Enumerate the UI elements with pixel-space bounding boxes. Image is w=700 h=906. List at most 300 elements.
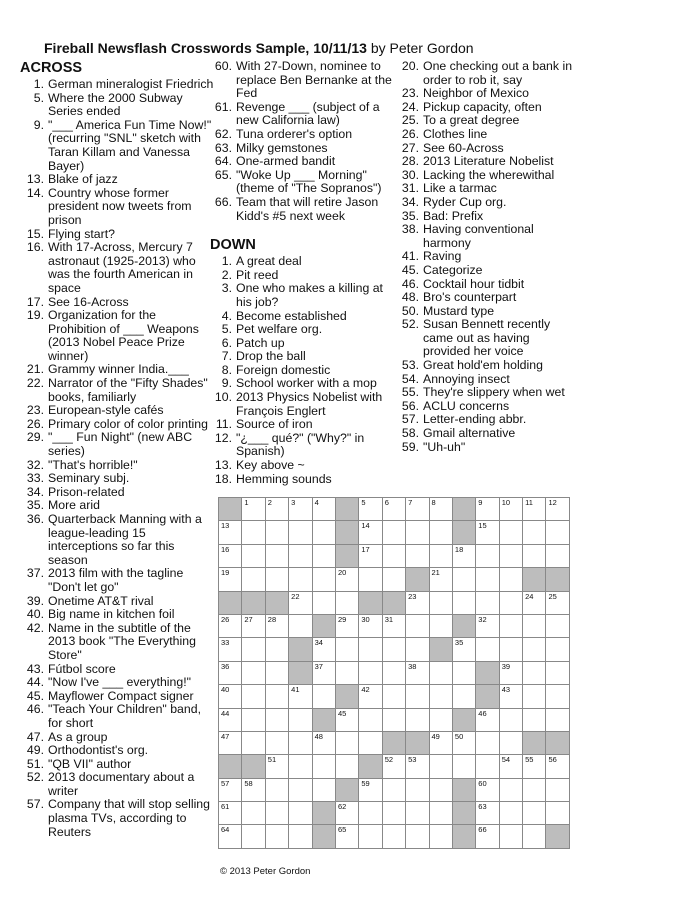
grid-cell[interactable] [546, 685, 569, 708]
clue-text: Pit reed [236, 267, 279, 282]
clue-item [210, 432, 396, 459]
grid-cell[interactable] [382, 778, 405, 801]
cell-number: 48 [314, 731, 323, 741]
grid-cell[interactable] [359, 614, 382, 637]
cell-number: 10 [501, 498, 511, 507]
grid-cell[interactable] [289, 498, 312, 521]
grid-cell[interactable] [359, 825, 382, 848]
grid-cell[interactable] [499, 661, 522, 684]
clue-number: 23. [26, 403, 44, 418]
grid-cell[interactable] [219, 708, 242, 731]
grid-block [312, 614, 335, 637]
grid-cell[interactable] [359, 685, 382, 708]
clue-text: More arid [48, 498, 100, 513]
grid-cell[interactable] [429, 708, 452, 731]
grid-cell[interactable] [335, 591, 358, 614]
grid-cell[interactable] [312, 731, 335, 754]
grid-cell[interactable] [452, 568, 475, 591]
clue-number: 65. [214, 167, 232, 182]
grid-cell[interactable] [523, 544, 546, 567]
grid-cell[interactable] [335, 638, 358, 661]
grid-cell[interactable] [406, 638, 429, 661]
grid-cell[interactable] [476, 614, 499, 637]
grid-cell[interactable] [359, 521, 382, 544]
grid-cell[interactable] [546, 661, 569, 684]
clue-item [20, 513, 216, 567]
grid-cell[interactable] [546, 498, 569, 521]
grid-cell[interactable] [406, 778, 429, 801]
grid-cell[interactable] [265, 544, 288, 567]
grid-cell[interactable] [523, 685, 546, 708]
copyright-notice: © 2013 Peter Gordon [220, 866, 311, 877]
grid-cell[interactable] [242, 544, 265, 567]
grid-cell[interactable] [546, 638, 569, 661]
grid-cell[interactable] [265, 825, 288, 848]
cell-number: 33 [221, 638, 230, 648]
clue-item [20, 676, 216, 690]
clue-text: Susan Bennett recently came out as having provided her voice [423, 317, 551, 359]
clue-text: Clothes line [423, 126, 488, 141]
grid-cell[interactable] [289, 825, 312, 848]
grid-cell[interactable] [429, 731, 452, 754]
grid-cell[interactable] [359, 544, 382, 567]
clue-text: Key above ~ [236, 458, 305, 473]
grid-cell[interactable] [382, 614, 405, 637]
grid-cell[interactable] [265, 778, 288, 801]
grid-cell[interactable] [429, 685, 452, 708]
grid-block [289, 638, 312, 661]
clue-item [20, 622, 216, 663]
cell-number: 25 [548, 591, 557, 601]
grid-cell[interactable] [242, 731, 265, 754]
grid-cell[interactable] [382, 638, 405, 661]
grid-cell[interactable] [265, 755, 288, 778]
clue-number: 27. [401, 140, 419, 155]
clue-number: 20. [401, 59, 419, 73]
cell-number: 22 [291, 591, 300, 601]
clue-text: One who makes a killing at his job? [236, 281, 383, 309]
grid-cell[interactable] [476, 521, 499, 544]
grid-cell[interactable] [406, 614, 429, 637]
grid-cell[interactable] [335, 802, 358, 825]
clue-item [210, 255, 396, 269]
grid-cell[interactable] [499, 825, 522, 848]
clue-item [395, 305, 573, 319]
clue-text: Grammy winner India.___ [48, 362, 189, 377]
grid-cell[interactable] [312, 638, 335, 661]
grid-cell[interactable] [382, 685, 405, 708]
clue-text: Quarterback Manning with a league-leading 15 interceptions so far this season [48, 512, 202, 567]
grid-cell[interactable] [499, 498, 522, 521]
grid-cell[interactable] [312, 685, 335, 708]
clue-number: 35. [26, 498, 44, 513]
grid-cell[interactable] [359, 568, 382, 591]
grid-block [452, 802, 475, 825]
grid-cell[interactable] [219, 614, 242, 637]
grid-cell[interactable] [523, 778, 546, 801]
cell-number: 44 [221, 708, 230, 718]
grid-cell[interactable] [289, 755, 312, 778]
clue-item [395, 413, 573, 427]
grid-cell[interactable] [523, 708, 546, 731]
grid-cell[interactable] [499, 568, 522, 591]
grid-cell[interactable] [289, 685, 312, 708]
grid-cell[interactable] [523, 638, 546, 661]
clue-number: 22. [26, 376, 44, 391]
clue-text: "Now I've ___ everything!" [48, 675, 191, 690]
grid-cell[interactable] [312, 755, 335, 778]
grid-cell[interactable] [476, 544, 499, 567]
clue-item [20, 363, 216, 377]
grid-cell[interactable] [382, 521, 405, 544]
grid-cell[interactable] [429, 778, 452, 801]
grid-row [219, 544, 570, 567]
clue-number: 36. [26, 512, 44, 526]
clue-text: Having conventional harmony [423, 222, 534, 250]
grid-cell[interactable] [242, 498, 265, 521]
grid-cell[interactable] [452, 591, 475, 614]
grid-block [406, 568, 429, 591]
grid-cell[interactable] [406, 498, 429, 521]
grid-cell[interactable] [429, 568, 452, 591]
clue-item [395, 373, 573, 387]
grid-block [312, 708, 335, 731]
clue-number: 28. [401, 154, 419, 169]
clue-item [20, 758, 216, 772]
grid-cell[interactable] [499, 708, 522, 731]
grid-cell[interactable] [312, 521, 335, 544]
grid-cell[interactable] [242, 638, 265, 661]
grid-cell[interactable] [289, 802, 312, 825]
grid-cell[interactable] [242, 614, 265, 637]
clue-item [210, 350, 396, 364]
grid-cell[interactable] [242, 778, 265, 801]
grid-cell[interactable] [289, 614, 312, 637]
grid-cell[interactable] [406, 802, 429, 825]
grid-cell[interactable] [523, 498, 546, 521]
grid-cell[interactable] [335, 661, 358, 684]
grid-cell[interactable] [499, 591, 522, 614]
grid-cell[interactable] [546, 521, 569, 544]
grid-cell[interactable] [429, 521, 452, 544]
grid-cell[interactable] [265, 568, 288, 591]
clue-text: Source of iron [236, 417, 313, 432]
grid-cell[interactable] [382, 802, 405, 825]
clue-number: 59. [401, 439, 419, 454]
grid-cell[interactable] [312, 568, 335, 591]
grid-block [452, 521, 475, 544]
grid-cell[interactable] [289, 778, 312, 801]
clue-item [210, 282, 396, 309]
grid-cell[interactable] [429, 755, 452, 778]
grid-cell[interactable] [406, 591, 429, 614]
grid-cell[interactable] [476, 708, 499, 731]
grid-cell[interactable] [242, 802, 265, 825]
clue-item [210, 391, 396, 418]
across-clue-list [20, 78, 216, 839]
grid-cell[interactable] [476, 825, 499, 848]
grid-cell[interactable] [289, 544, 312, 567]
cell-number: 61 [221, 802, 230, 812]
grid-cell[interactable] [382, 544, 405, 567]
grid-cell[interactable] [219, 638, 242, 661]
grid-cell[interactable] [335, 708, 358, 731]
grid-cell[interactable] [546, 755, 569, 778]
grid-cell[interactable] [382, 825, 405, 848]
cell-number: 14 [361, 521, 370, 531]
grid-block [359, 591, 382, 614]
grid-cell[interactable] [219, 544, 242, 567]
grid-cell[interactable] [382, 708, 405, 731]
clue-number: 1. [221, 254, 232, 269]
grid-row [219, 731, 570, 754]
grid-cell[interactable] [523, 521, 546, 544]
clue-item [20, 228, 216, 242]
grid-cell[interactable] [476, 802, 499, 825]
grid-cell[interactable] [265, 521, 288, 544]
grid-cell[interactable] [406, 755, 429, 778]
clue-item [395, 250, 573, 264]
grid-row [219, 568, 570, 591]
grid-cell[interactable] [289, 591, 312, 614]
clue-number: 45. [401, 262, 419, 277]
grid-cell[interactable] [219, 568, 242, 591]
grid-cell[interactable] [546, 544, 569, 567]
grid-cell[interactable] [452, 731, 475, 754]
grid-block [546, 731, 569, 754]
clue-number: 19. [26, 308, 44, 323]
grid-cell[interactable] [546, 591, 569, 614]
grid-cell[interactable] [523, 825, 546, 848]
grid-cell[interactable] [335, 614, 358, 637]
cell-number: 59 [361, 778, 370, 788]
grid-cell[interactable] [335, 731, 358, 754]
grid-cell[interactable] [289, 731, 312, 754]
grid-cell[interactable] [219, 731, 242, 754]
cell-number: 52 [384, 755, 394, 765]
grid-cell[interactable] [382, 498, 405, 521]
grid-cell[interactable] [476, 755, 499, 778]
grid-cell[interactable] [335, 568, 358, 591]
grid-row [219, 755, 570, 778]
grid-cell[interactable] [429, 802, 452, 825]
grid-cell[interactable] [289, 708, 312, 731]
grid-cell[interactable] [265, 708, 288, 731]
grid-cell[interactable] [429, 614, 452, 637]
grid-cell[interactable] [546, 802, 569, 825]
grid-cell[interactable] [406, 685, 429, 708]
cell-number: 42 [361, 685, 370, 695]
grid-block [335, 498, 358, 521]
grid-cell[interactable] [312, 778, 335, 801]
grid-cell[interactable] [219, 778, 242, 801]
grid-cell[interactable] [523, 755, 546, 778]
grid-cell[interactable] [219, 825, 242, 848]
clue-text: A great deal [236, 254, 302, 269]
grid-cell[interactable] [335, 825, 358, 848]
clue-number: 43. [26, 661, 44, 676]
grid-cell[interactable] [406, 708, 429, 731]
clue-text: Mayflower Compact signer [48, 688, 194, 703]
grid-cell[interactable] [546, 614, 569, 637]
grid-row [219, 708, 570, 731]
clue-number: 40. [26, 607, 44, 622]
grid-cell[interactable] [265, 614, 288, 637]
clue-number: 15. [26, 226, 44, 241]
clue-number: 49. [26, 743, 44, 758]
grid-cell[interactable] [265, 498, 288, 521]
grid-cell[interactable] [265, 638, 288, 661]
grid-cell[interactable] [452, 638, 475, 661]
grid-cell[interactable] [242, 521, 265, 544]
grid-cell[interactable] [476, 568, 499, 591]
grid-cell[interactable] [219, 521, 242, 544]
clue-number: 12. [214, 430, 232, 445]
grid-cell[interactable] [242, 708, 265, 731]
grid-cell[interactable] [523, 661, 546, 684]
clue-text: "___ Fun Night" (new ABC series) [48, 430, 193, 459]
grid-cell[interactable] [546, 708, 569, 731]
grid-cell[interactable] [476, 731, 499, 754]
grid-cell[interactable] [476, 498, 499, 521]
grid-cell[interactable] [289, 521, 312, 544]
clue-number: 47. [26, 729, 44, 744]
clue-text: Lacking the wherewithal [423, 167, 555, 182]
cell-number: 49 [431, 731, 440, 741]
grid-cell[interactable] [476, 591, 499, 614]
clue-number: 56. [401, 398, 419, 413]
clue-text: Milky gemstones [236, 140, 328, 155]
grid-cell[interactable] [359, 731, 382, 754]
grid-cell[interactable] [476, 638, 499, 661]
clue-text: Seminary subj. [48, 471, 130, 486]
cell-number: 12 [548, 498, 557, 507]
grid-cell[interactable] [452, 661, 475, 684]
grid-cell[interactable] [312, 661, 335, 684]
clue-text: Country whose former president now tweets from prison [48, 185, 192, 227]
grid-block [219, 591, 242, 614]
grid-cell[interactable] [382, 661, 405, 684]
grid-cell[interactable] [499, 638, 522, 661]
clue-text: 2013 Literature Nobelist [423, 154, 554, 169]
grid-cell[interactable] [242, 685, 265, 708]
grid-cell[interactable] [452, 544, 475, 567]
grid-cell[interactable] [452, 685, 475, 708]
grid-cell[interactable] [265, 802, 288, 825]
grid-cell[interactable] [312, 591, 335, 614]
grid-cell[interactable] [476, 778, 499, 801]
grid-cell[interactable] [359, 708, 382, 731]
grid-cell[interactable] [429, 591, 452, 614]
grid-cell[interactable] [219, 802, 242, 825]
grid-cell[interactable] [499, 778, 522, 801]
grid-cell[interactable] [265, 685, 288, 708]
grid-cell[interactable] [335, 755, 358, 778]
clue-text: Narrator of the "Fifty Shades" books, familiarly [48, 376, 208, 404]
clue-number: 51. [26, 756, 44, 771]
grid-cell[interactable] [499, 521, 522, 544]
grid-cell[interactable] [265, 731, 288, 754]
grid-cell[interactable] [219, 661, 242, 684]
grid-cell[interactable] [312, 498, 335, 521]
down-clue-list-continued [395, 60, 573, 454]
grid-cell[interactable] [382, 755, 405, 778]
grid-cell[interactable] [242, 568, 265, 591]
clue-number: 18. [214, 471, 232, 486]
grid-cell[interactable] [499, 685, 522, 708]
clue-number: 52. [26, 770, 44, 785]
grid-cell[interactable] [523, 591, 546, 614]
grid-cell[interactable] [242, 661, 265, 684]
puzzle-title-author: by Peter Gordon [366, 40, 474, 56]
grid-cell[interactable] [265, 661, 288, 684]
grid-cell[interactable] [359, 638, 382, 661]
clue-text: Raving [423, 249, 462, 264]
grid-cell[interactable] [499, 755, 522, 778]
clue-number: 14. [26, 185, 44, 200]
clue-number: 35. [401, 208, 419, 223]
grid-cell[interactable] [406, 825, 429, 848]
grid-cell[interactable] [429, 661, 452, 684]
cell-number: 37 [314, 661, 323, 671]
grid-block [476, 661, 499, 684]
grid-cell[interactable] [499, 614, 522, 637]
grid-cell[interactable] [382, 568, 405, 591]
grid-cell[interactable] [429, 544, 452, 567]
grid-cell[interactable] [523, 614, 546, 637]
grid-cell[interactable] [499, 731, 522, 754]
grid-cell[interactable] [312, 544, 335, 567]
cell-number: 36 [221, 661, 230, 671]
clue-item [395, 223, 573, 250]
clue-text: "That's horrible!" [48, 457, 138, 472]
clue-text: Pet welfare org. [236, 322, 323, 337]
grid-cell[interactable] [359, 498, 382, 521]
grid-row [219, 825, 570, 848]
grid-cell[interactable] [499, 802, 522, 825]
grid-cell[interactable] [429, 498, 452, 521]
clue-text: "QB VII" author [48, 756, 132, 771]
clue-number: 26. [26, 416, 44, 431]
grid-cell[interactable] [452, 755, 475, 778]
grid-cell[interactable] [499, 544, 522, 567]
cell-number: 18 [454, 544, 464, 554]
clue-text: Hemming sounds [236, 471, 332, 486]
grid-cell[interactable] [289, 568, 312, 591]
clue-number: 9. [221, 376, 232, 391]
grid-cell[interactable] [406, 661, 429, 684]
clue-item [210, 323, 396, 337]
clue-text: Onetime AT&T rival [48, 593, 154, 608]
grid-cell[interactable] [546, 778, 569, 801]
grid-cell[interactable] [523, 802, 546, 825]
grid-cell[interactable] [406, 521, 429, 544]
clue-item [395, 359, 573, 373]
grid-cell[interactable] [406, 544, 429, 567]
grid-cell[interactable] [242, 825, 265, 848]
grid-cell[interactable] [359, 778, 382, 801]
grid-cell[interactable] [359, 802, 382, 825]
grid-cell[interactable] [219, 685, 242, 708]
grid-cell[interactable] [359, 661, 382, 684]
cell-number: 51 [267, 755, 277, 765]
grid-cell[interactable] [429, 825, 452, 848]
clue-number: 63. [214, 140, 232, 155]
clue-text: ACLU concerns [423, 398, 510, 413]
clue-text: With 27-Down, nominee to replace Ben Bernanke at the Fed [236, 59, 392, 101]
clue-number: 64. [214, 154, 232, 169]
clue-item [395, 441, 573, 455]
